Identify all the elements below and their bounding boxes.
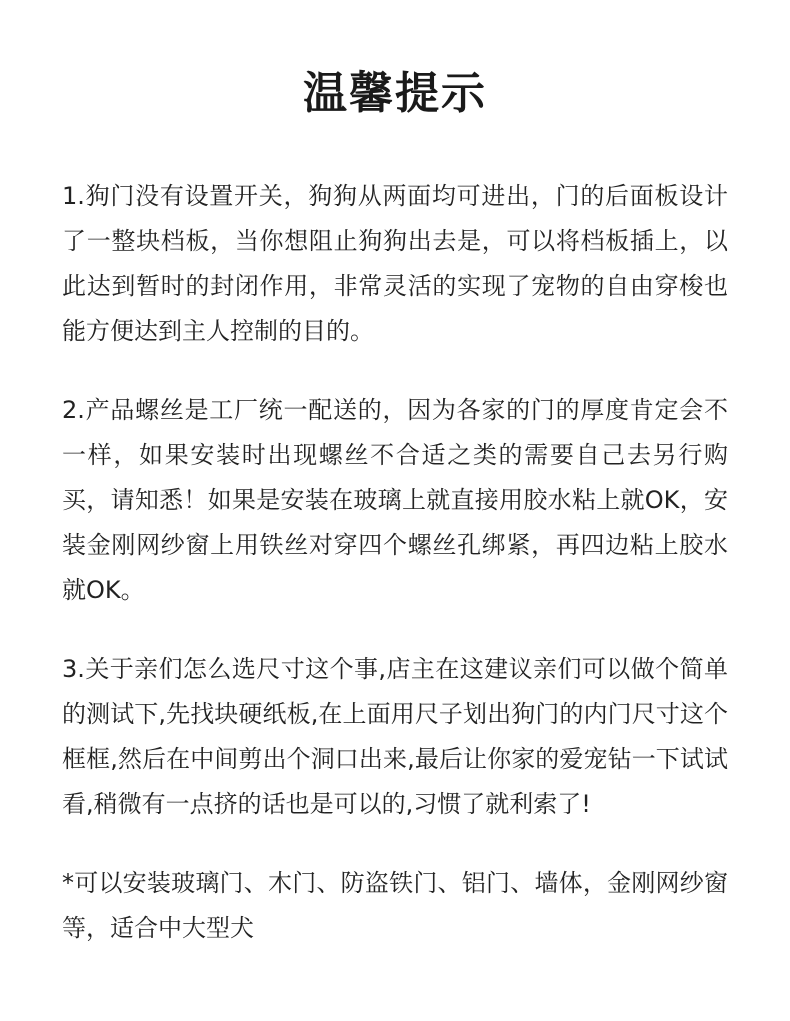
notice-paragraph-3: 3.关于亲们怎么选尺寸这个事,店主在这建议亲们可以做个简单的测试下,先找块硬纸板,在上面用尺子划出狗门的内门尺寸这个框框,然后在中间剪出个洞口出来,最后让你家的爱宠钻一下试试看,稍微有一点挤的话也是可以的,习惯了就利索了! xyxy=(62,655,728,818)
page-title: 温馨提示 xyxy=(303,68,487,119)
notice-paragraph-1: 1.狗门没有设置开关，狗狗从两面均可进出，门的后面板设计了一整块档板，当你想阻止狗狗出去是，可以将档板插上，以此达到暂时的封闭作用，非常灵活的实现了宠物的自由穿梭也能方便达到主人控制的目的。 xyxy=(62,182,728,345)
notice-content xyxy=(62,174,728,951)
notice-paragraph-4: *可以安装玻璃门、木门、防盗铁门、铝门、墙体，金刚网纱窗等，适合中大型犬 xyxy=(62,869,728,942)
notice-paragraph-2: 2.产品螺丝是工厂统一配送的，因为各家的门的厚度肯定会不一样，如果安装时出现螺丝不合适之类的需要自己去另行购买，请知悉！如果是安装在玻璃上就直接用胶水粘上就OK，安装金刚网纱窗上用铁丝对穿四个螺丝孔绑紧，再四边粘上胶水就OK。 xyxy=(62,396,728,604)
